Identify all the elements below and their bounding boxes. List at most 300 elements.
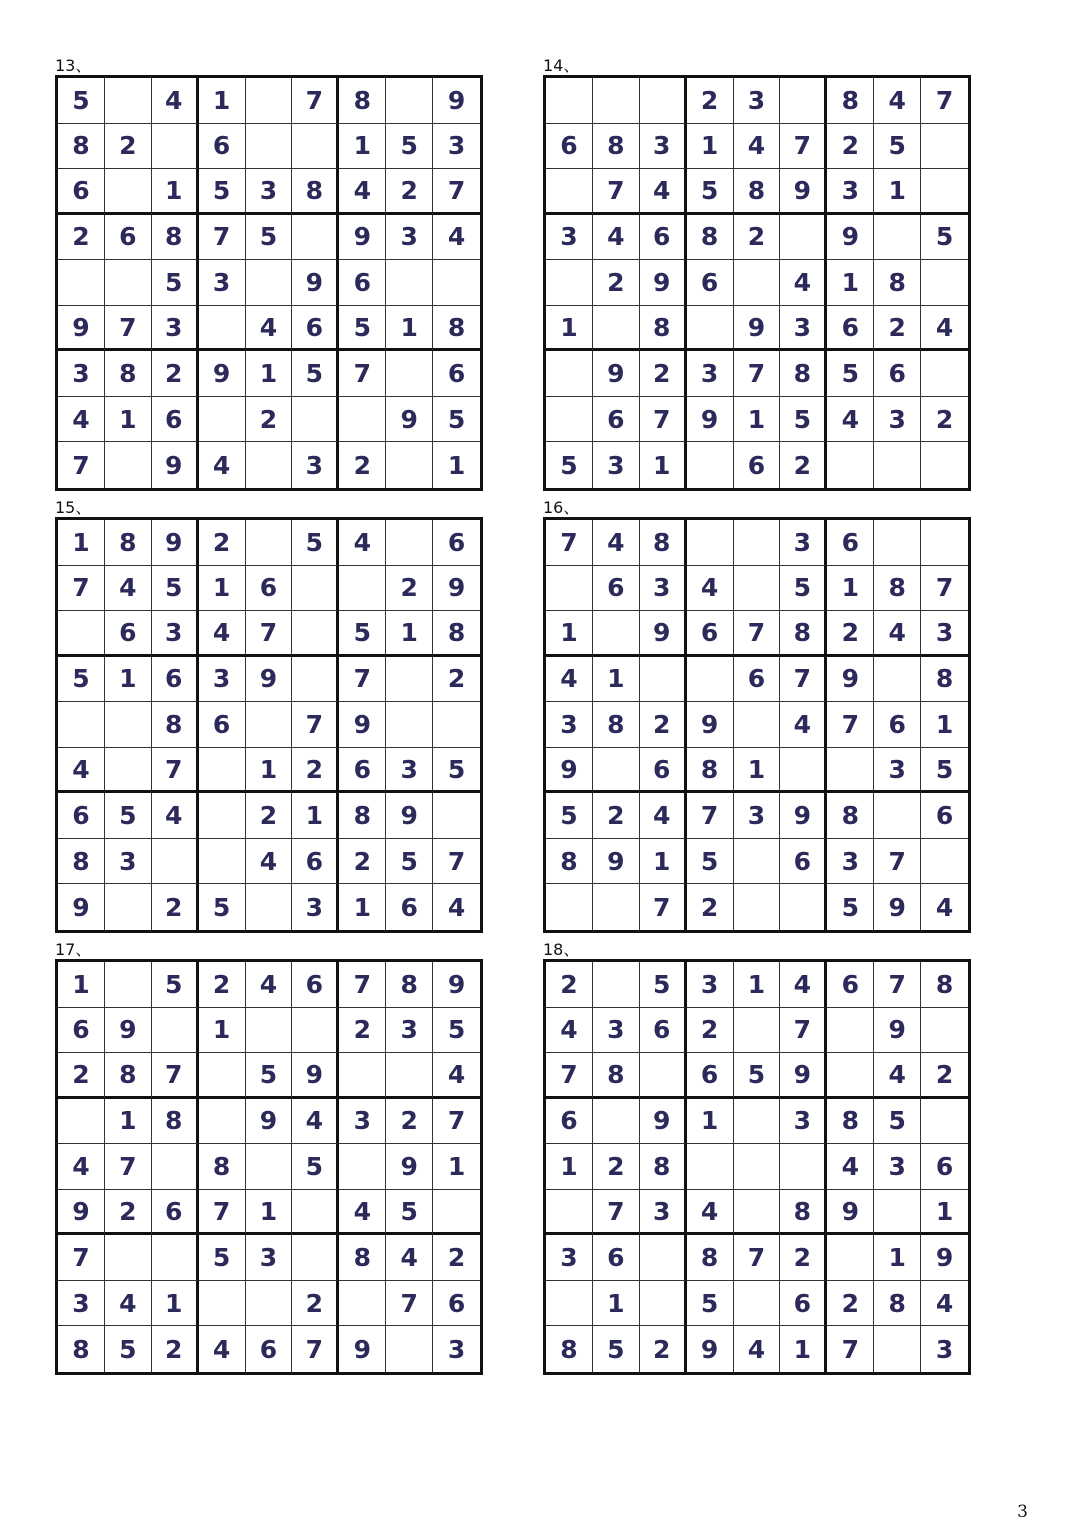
sudoku-cell — [921, 169, 968, 215]
sudoku-cell: 7 — [292, 78, 339, 124]
sudoku-cell — [827, 1235, 874, 1281]
sudoku-cell: 2 — [58, 215, 105, 261]
sudoku-cell — [339, 1053, 386, 1099]
sudoku-cell: 9 — [640, 260, 687, 306]
sudoku-cell — [152, 1008, 199, 1054]
sudoku-cell: 5 — [246, 215, 293, 261]
sudoku-cell: 6 — [433, 351, 480, 397]
sudoku-puzzle-16 — [543, 498, 971, 933]
sudoku-cell: 5 — [292, 351, 339, 397]
sudoku-cell: 3 — [546, 1235, 593, 1281]
sudoku-grid — [55, 75, 483, 491]
sudoku-cell: 7 — [433, 169, 480, 215]
sudoku-cell: 8 — [780, 351, 827, 397]
sudoku-cell: 4 — [827, 1144, 874, 1190]
sudoku-cell — [152, 124, 199, 170]
sudoku-cell: 4 — [874, 78, 921, 124]
sudoku-cell: 1 — [640, 442, 687, 488]
sudoku-cell: 5 — [780, 566, 827, 612]
sudoku-cell: 5 — [874, 124, 921, 170]
sudoku-cell — [152, 839, 199, 885]
sudoku-cell: 3 — [199, 260, 246, 306]
sudoku-cell: 6 — [921, 793, 968, 839]
sudoku-cell — [546, 397, 593, 443]
sudoku-cell: 5 — [386, 124, 433, 170]
sudoku-cell: 1 — [546, 1144, 593, 1190]
sudoku-cell: 4 — [687, 566, 734, 612]
sudoku-cell: 2 — [199, 520, 246, 566]
sudoku-cell: 6 — [827, 520, 874, 566]
sudoku-cell — [921, 351, 968, 397]
sudoku-cell: 5 — [152, 566, 199, 612]
sudoku-cell: 3 — [734, 793, 781, 839]
sudoku-cell — [640, 1053, 687, 1099]
sudoku-cell: 4 — [921, 1281, 968, 1327]
sudoku-cell — [593, 884, 640, 930]
sudoku-cell — [734, 702, 781, 748]
sudoku-cell: 3 — [874, 1144, 921, 1190]
sudoku-cell: 3 — [433, 124, 480, 170]
sudoku-cell — [734, 884, 781, 930]
sudoku-cell: 4 — [874, 1053, 921, 1099]
sudoku-cell — [921, 124, 968, 170]
sudoku-cell: 4 — [246, 962, 293, 1008]
sudoku-cell: 3 — [386, 748, 433, 794]
sudoku-cell: 4 — [433, 1053, 480, 1099]
sudoku-cell — [292, 397, 339, 443]
sudoku-cell: 8 — [152, 215, 199, 261]
sudoku-cell: 6 — [921, 1144, 968, 1190]
sudoku-cell: 1 — [546, 306, 593, 352]
sudoku-cell — [687, 306, 734, 352]
sudoku-cell: 9 — [433, 78, 480, 124]
sudoku-cell: 8 — [58, 124, 105, 170]
sudoku-cell: 2 — [386, 1099, 433, 1145]
sudoku-cell: 2 — [640, 702, 687, 748]
sudoku-cell — [339, 1144, 386, 1190]
sudoku-cell: 2 — [58, 1053, 105, 1099]
sudoku-cell: 6 — [640, 748, 687, 794]
sudoku-cell: 8 — [687, 215, 734, 261]
sudoku-cell — [386, 351, 433, 397]
sudoku-cell: 4 — [447, 892, 466, 922]
sudoku-cell: 6 — [687, 260, 734, 306]
sudoku-cell: 7 — [827, 1326, 874, 1372]
sudoku-cell: 5 — [433, 748, 480, 794]
sudoku-cell — [593, 306, 640, 352]
sudoku-cell: 5 — [433, 397, 480, 443]
sudoku-cell: 3 — [921, 611, 968, 657]
sudoku-cell: 5 — [593, 1326, 640, 1372]
sudoku-cell: 9 — [386, 793, 433, 839]
sudoku-cell: 1 — [546, 611, 593, 657]
sudoku-cell: 9 — [827, 215, 874, 261]
sudoku-cell: 9 — [339, 1326, 386, 1372]
sudoku-cell — [386, 260, 433, 306]
puzzle-label: 14、 — [543, 56, 580, 75]
sudoku-cell: 5 — [386, 1190, 433, 1236]
sudoku-cell: 1 — [827, 566, 874, 612]
sudoku-cell: 8 — [593, 124, 640, 170]
sudoku-cell: 7 — [339, 962, 386, 1008]
sudoku-cell — [734, 1190, 781, 1236]
sudoku-cell: 2 — [339, 839, 386, 885]
sudoku-cell: 6 — [105, 611, 152, 657]
sudoku-cell: 4 — [734, 1326, 781, 1372]
sudoku-cell: 4 — [687, 1190, 734, 1236]
sudoku-cell — [827, 1008, 874, 1054]
sudoku-cell: 5 — [152, 260, 199, 306]
sudoku-cell: 8 — [874, 260, 921, 306]
sudoku-cell: 6 — [780, 1281, 827, 1327]
sudoku-cell: 9 — [546, 748, 593, 794]
sudoku-cell: 8 — [734, 169, 781, 215]
sudoku-cell: 8 — [921, 657, 968, 703]
sudoku-cell: 1 — [827, 260, 874, 306]
sudoku-cell: 9 — [687, 702, 734, 748]
sudoku-cell: 9 — [593, 351, 640, 397]
sudoku-cell: 3 — [780, 520, 827, 566]
sudoku-cell — [921, 260, 968, 306]
sudoku-cell: 5 — [199, 1235, 246, 1281]
sudoku-cell: 4 — [199, 611, 246, 657]
sudoku-cell: 9 — [152, 442, 199, 488]
sudoku-cell: 2 — [339, 1008, 386, 1054]
sudoku-puzzle-17 — [55, 940, 483, 1375]
sudoku-cell: 3 — [780, 306, 827, 352]
sudoku-cell: 7 — [827, 702, 874, 748]
puzzle-label: 13、 — [55, 56, 92, 75]
sudoku-cell: 8 — [546, 839, 593, 885]
sudoku-cell — [339, 397, 386, 443]
sudoku-cell: 7 — [921, 78, 968, 124]
sudoku-cell: 3 — [58, 351, 105, 397]
sudoku-cell: 4 — [105, 1281, 152, 1327]
sudoku-cell: 8 — [874, 1281, 921, 1327]
sudoku-cell: 7 — [386, 1281, 433, 1327]
sudoku-cell: 8 — [827, 1099, 874, 1145]
sudoku-cell: 2 — [246, 793, 293, 839]
sudoku-cell: 7 — [433, 1099, 480, 1145]
sudoku-cell: 8 — [339, 793, 386, 839]
sudoku-cell: 3 — [246, 169, 293, 215]
sudoku-cell — [246, 124, 293, 170]
sudoku-cell — [386, 1326, 433, 1372]
sudoku-cell — [386, 520, 433, 566]
sudoku-cell: 3 — [935, 1334, 954, 1364]
sudoku-cell: 9 — [152, 520, 199, 566]
sudoku-cell: 6 — [780, 839, 827, 885]
sudoku-cell — [246, 1281, 293, 1327]
sudoku-cell: 6 — [292, 962, 339, 1008]
sudoku-cell: 9 — [199, 351, 246, 397]
sudoku-cell: 3 — [292, 442, 339, 488]
sudoku-cell: 9 — [339, 215, 386, 261]
sudoku-cell: 2 — [152, 884, 199, 930]
sudoku-cell: 5 — [827, 884, 874, 930]
sudoku-cell: 1 — [339, 124, 386, 170]
sudoku-cell: 8 — [687, 748, 734, 794]
sudoku-cell: 5 — [386, 839, 433, 885]
sudoku-cell — [734, 566, 781, 612]
sudoku-cell: 8 — [386, 962, 433, 1008]
sudoku-cell: 3 — [780, 1099, 827, 1145]
sudoku-cell: 1 — [58, 520, 105, 566]
sudoku-cell — [246, 1144, 293, 1190]
sudoku-cell: 5 — [199, 169, 246, 215]
sudoku-cell — [780, 1144, 827, 1190]
sudoku-cell: 4 — [640, 169, 687, 215]
sudoku-cell: 9 — [780, 1053, 827, 1099]
sudoku-cell: 3 — [292, 884, 339, 930]
sudoku-cell — [292, 1235, 339, 1281]
sudoku-cell — [433, 702, 480, 748]
sudoku-cell: 7 — [433, 839, 480, 885]
sudoku-cell: 1 — [874, 169, 921, 215]
sudoku-cell: 7 — [546, 520, 593, 566]
sudoku-cell: 7 — [780, 1008, 827, 1054]
sudoku-cell: 2 — [921, 1053, 968, 1099]
sudoku-cell: 1 — [593, 1281, 640, 1327]
sudoku-cell: 7 — [152, 1053, 199, 1099]
sudoku-cell: 1 — [687, 124, 734, 170]
sudoku-cell: 6 — [386, 884, 433, 930]
sudoku-cell: 8 — [780, 1190, 827, 1236]
sudoku-cell: 8 — [546, 1326, 593, 1372]
sudoku-cell: 8 — [640, 306, 687, 352]
sudoku-cell: 1 — [152, 1281, 199, 1327]
sudoku-cell: 4 — [199, 1326, 246, 1372]
sudoku-cell: 7 — [640, 884, 687, 930]
sudoku-cell: 4 — [935, 892, 954, 922]
sudoku-cell: 1 — [640, 839, 687, 885]
sudoku-cell — [640, 657, 687, 703]
sudoku-cell: 1 — [246, 351, 293, 397]
sudoku-cell: 9 — [58, 884, 105, 930]
sudoku-cell: 4 — [386, 1235, 433, 1281]
sudoku-cell: 6 — [199, 702, 246, 748]
sudoku-cell: 7 — [874, 839, 921, 885]
sudoku-cell — [246, 884, 293, 930]
sudoku-cell: 7 — [58, 1235, 105, 1281]
sudoku-cell: 7 — [58, 442, 105, 488]
sudoku-cell — [546, 1281, 593, 1327]
sudoku-cell — [292, 566, 339, 612]
sudoku-cell — [386, 442, 433, 488]
sudoku-cell: 7 — [593, 169, 640, 215]
sudoku-grid — [543, 959, 971, 1375]
sudoku-cell: 9 — [640, 1099, 687, 1145]
sudoku-cell: 5 — [640, 962, 687, 1008]
sudoku-cell: 5 — [58, 657, 105, 703]
sudoku-cell: 7 — [640, 397, 687, 443]
sudoku-cell: 5 — [921, 215, 968, 261]
sudoku-cell — [734, 1099, 781, 1145]
sudoku-cell: 5 — [827, 351, 874, 397]
sudoku-cell: 9 — [827, 657, 874, 703]
sudoku-cell: 5 — [152, 962, 199, 1008]
sudoku-grid — [543, 517, 971, 933]
sudoku-cell — [687, 657, 734, 703]
sudoku-cell — [593, 1099, 640, 1145]
sudoku-cell — [246, 442, 293, 488]
sudoku-cell: 5 — [874, 1099, 921, 1145]
sudoku-cell: 3 — [874, 397, 921, 443]
sudoku-cell: 7 — [339, 657, 386, 703]
puzzle-label: 16、 — [543, 498, 580, 517]
sudoku-cell — [246, 78, 293, 124]
sudoku-cell: 4 — [58, 1144, 105, 1190]
puzzle-label: 15、 — [55, 498, 92, 517]
sudoku-cell: 8 — [199, 1144, 246, 1190]
sudoku-cell — [546, 260, 593, 306]
sudoku-cell: 7 — [780, 124, 827, 170]
sudoku-cell: 1 — [58, 962, 105, 1008]
sudoku-cell: 9 — [339, 702, 386, 748]
sudoku-cell: 3 — [827, 839, 874, 885]
sudoku-cell: 8 — [687, 1235, 734, 1281]
sudoku-cell: 8 — [921, 962, 968, 1008]
sudoku-cell: 6 — [105, 215, 152, 261]
sudoku-cell: 6 — [58, 1008, 105, 1054]
sudoku-cell: 8 — [339, 1235, 386, 1281]
sudoku-cell — [433, 793, 480, 839]
sudoku-cell: 3 — [640, 124, 687, 170]
sudoku-cell: 8 — [58, 1326, 105, 1372]
sudoku-cell: 3 — [246, 1235, 293, 1281]
sudoku-cell: 3 — [874, 748, 921, 794]
sudoku-cell — [874, 520, 921, 566]
sudoku-cell: 2 — [640, 351, 687, 397]
sudoku-cell: 6 — [546, 1099, 593, 1145]
sudoku-cell: 5 — [734, 1053, 781, 1099]
sudoku-cell: 4 — [780, 702, 827, 748]
sudoku-cell: 4 — [921, 306, 968, 352]
sudoku-cell: 3 — [827, 169, 874, 215]
sudoku-cell: 8 — [827, 793, 874, 839]
sudoku-cell — [199, 748, 246, 794]
sudoku-cell — [734, 839, 781, 885]
sudoku-cell: 5 — [433, 1008, 480, 1054]
sudoku-cell — [827, 442, 874, 488]
sudoku-cell: 7 — [58, 566, 105, 612]
sudoku-cell: 5 — [780, 397, 827, 443]
sudoku-puzzle-13 — [55, 56, 483, 491]
sudoku-cell: 1 — [105, 1099, 152, 1145]
sudoku-cell: 2 — [593, 793, 640, 839]
sudoku-cell — [874, 215, 921, 261]
sudoku-cell — [593, 962, 640, 1008]
sudoku-cell: 1 — [199, 566, 246, 612]
sudoku-cell: 2 — [827, 124, 874, 170]
sudoku-cell — [105, 702, 152, 748]
sudoku-cell — [687, 1144, 734, 1190]
sudoku-cell — [386, 657, 433, 703]
sudoku-cell: 9 — [874, 884, 921, 930]
sudoku-cell: 1 — [105, 397, 152, 443]
sudoku-cell: 5 — [292, 520, 339, 566]
sudoku-cell: 5 — [687, 839, 734, 885]
sudoku-cell: 3 — [447, 1334, 466, 1364]
sudoku-cell: 6 — [58, 169, 105, 215]
sudoku-cell: 2 — [105, 1190, 152, 1236]
sudoku-cell: 7 — [292, 1326, 339, 1372]
sudoku-cell — [593, 748, 640, 794]
sudoku-cell: 8 — [827, 78, 874, 124]
sudoku-cell: 3 — [339, 1099, 386, 1145]
sudoku-cell — [386, 702, 433, 748]
sudoku-cell: 5 — [105, 793, 152, 839]
sudoku-cell: 1 — [152, 169, 199, 215]
sudoku-cell: 3 — [687, 962, 734, 1008]
sudoku-cell: 6 — [874, 351, 921, 397]
sudoku-cell: 4 — [246, 306, 293, 352]
sudoku-cell: 8 — [152, 1099, 199, 1145]
sudoku-cell — [546, 169, 593, 215]
sudoku-cell: 2 — [152, 1326, 199, 1372]
sudoku-cell — [292, 611, 339, 657]
sudoku-cell: 1 — [339, 884, 386, 930]
sudoku-puzzle-15 — [55, 498, 483, 933]
sudoku-cell — [640, 78, 687, 124]
sudoku-cell — [386, 1053, 433, 1099]
sudoku-cell — [640, 1281, 687, 1327]
sudoku-cell: 6 — [433, 520, 480, 566]
sudoku-cell: 9 — [780, 169, 827, 215]
sudoku-cell — [199, 1099, 246, 1145]
sudoku-cell: 2 — [433, 657, 480, 703]
sudoku-cell — [827, 748, 874, 794]
sudoku-cell: 2 — [640, 1326, 687, 1372]
sudoku-cell: 5 — [58, 78, 105, 124]
sudoku-cell: 2 — [433, 1235, 480, 1281]
sudoku-cell: 8 — [640, 1144, 687, 1190]
sudoku-cell: 3 — [593, 1008, 640, 1054]
sudoku-cell: 2 — [292, 1281, 339, 1327]
sudoku-cell: 9 — [433, 566, 480, 612]
sudoku-cell: 4 — [58, 748, 105, 794]
sudoku-cell: 9 — [921, 1235, 968, 1281]
sudoku-cell: 4 — [58, 397, 105, 443]
sudoku-cell — [105, 1235, 152, 1281]
sudoku-cell: 7 — [687, 793, 734, 839]
sudoku-cell: 4 — [827, 397, 874, 443]
sudoku-cell: 2 — [687, 78, 734, 124]
sudoku-cell — [386, 78, 433, 124]
sudoku-cell: 2 — [780, 1235, 827, 1281]
sudoku-cell: 1 — [921, 1190, 968, 1236]
sudoku-cell: 2 — [734, 215, 781, 261]
sudoku-cell: 7 — [292, 702, 339, 748]
sudoku-cell: 7 — [593, 1190, 640, 1236]
sudoku-cell: 9 — [246, 657, 293, 703]
sudoku-cell: 6 — [593, 566, 640, 612]
sudoku-cell: 2 — [105, 124, 152, 170]
sudoku-cell: 4 — [339, 520, 386, 566]
sudoku-cell — [593, 611, 640, 657]
sudoku-cell: 2 — [921, 397, 968, 443]
page-number: 3 — [1017, 1502, 1028, 1522]
sudoku-cell: 6 — [246, 566, 293, 612]
sudoku-cell: 8 — [105, 351, 152, 397]
sudoku-cell — [546, 884, 593, 930]
sudoku-cell: 8 — [58, 839, 105, 885]
sudoku-cell — [874, 657, 921, 703]
sudoku-cell — [780, 748, 827, 794]
sudoku-cell: 1 — [687, 1099, 734, 1145]
sudoku-cell: 5 — [292, 1144, 339, 1190]
sudoku-cell: 1 — [921, 702, 968, 748]
